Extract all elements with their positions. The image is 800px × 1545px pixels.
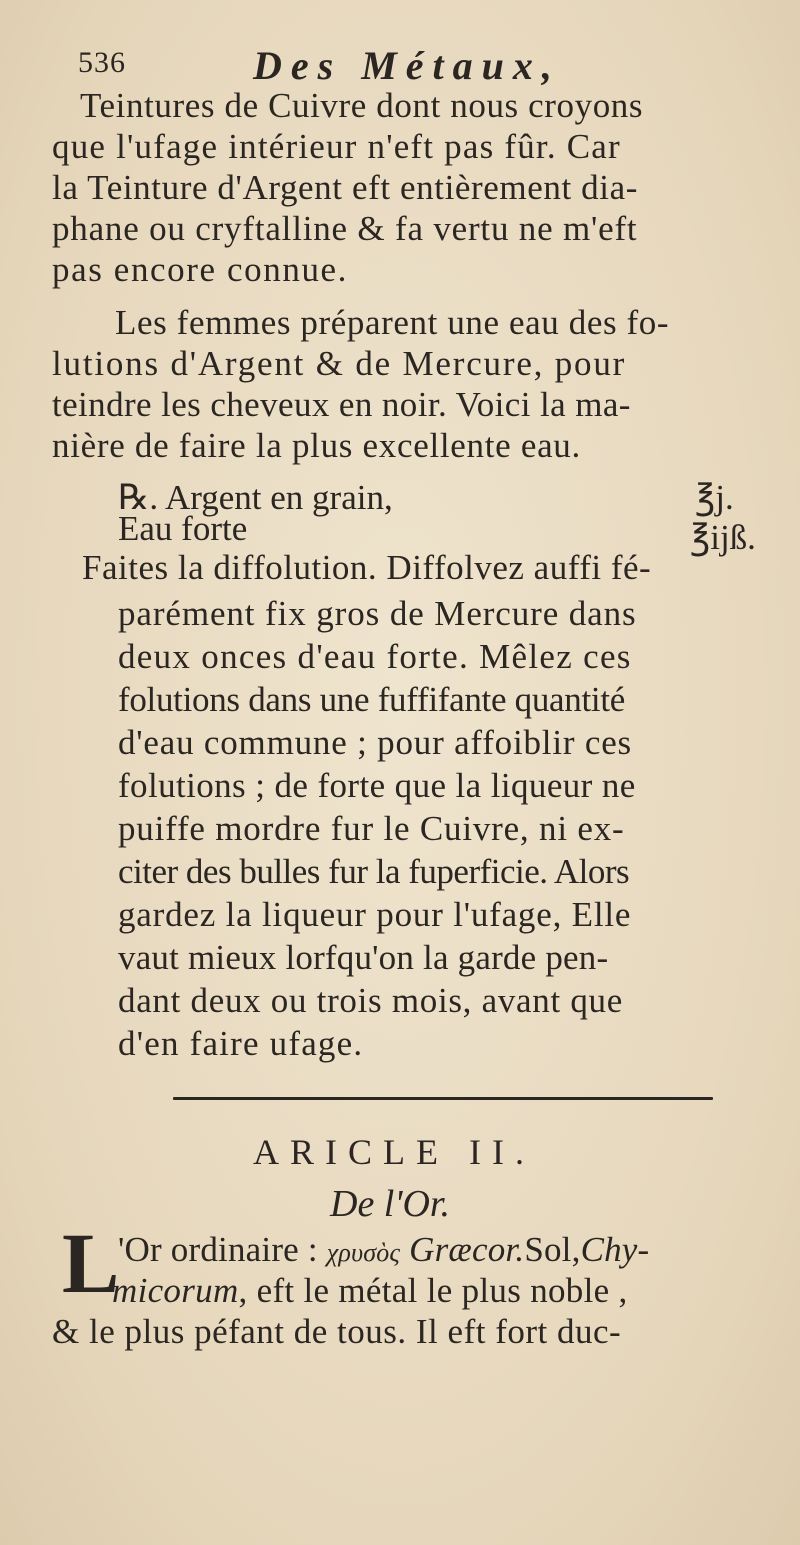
page-header — [78, 42, 718, 86]
text-line: parément fix gros de Mercure dans — [118, 594, 637, 633]
text-line: nière de faire la plus excellente eau. — [52, 426, 581, 465]
drop-cap: L — [62, 1215, 120, 1311]
running-head: Des Métaux, — [253, 43, 561, 88]
recipe-quantity: ℥j. — [695, 478, 734, 517]
text-line: citer des bulles fur la fuperficie. Alors — [118, 852, 630, 891]
text-line: Teintures de Cuivre dont nous croyons — [80, 86, 644, 125]
text-line: gardez la liqueur pour l'ufage, Elle — [118, 895, 632, 934]
text-line: que l'ufage intérieur n'eft pas fûr. Car — [52, 127, 621, 166]
text-line: d'eau commune ; pour affoiblir ces — [118, 723, 632, 762]
text-line: deux onces d'eau forte. Mêlez ces — [118, 637, 632, 676]
text-line: dant deux ou trois mois, avant que — [118, 981, 623, 1020]
text-run: Græcor. — [400, 1230, 525, 1269]
text-line: la Teinture d'Argent eft entièrement dia- — [52, 168, 638, 207]
text-run: 'Or ordinaire : — [118, 1230, 327, 1269]
greek-word: χρυσὸς — [326, 1238, 401, 1267]
text-line: & le plus péfant de tous. Il eft fort duc- — [52, 1312, 622, 1351]
text-line: Les femmes préparent une eau des fo- — [115, 303, 670, 342]
text-run: Sol, — [524, 1230, 581, 1269]
text-line — [118, 1230, 649, 1273]
text-run: , eft le métal le plus noble , — [238, 1271, 628, 1310]
section-divider — [173, 1097, 713, 1100]
text-line: d'en faire ufage. — [118, 1024, 364, 1063]
text-line: folutions dans une fuffifante quantité — [118, 680, 625, 719]
text-line: phane ou cryftalline & fa vertu ne m'eft — [52, 209, 638, 248]
article-subheading: De l'Or. — [330, 1183, 451, 1225]
recipe-line: ℞. Argent en grain, — [118, 478, 393, 517]
text-line: lutions d'Argent & de Mercure, pour — [52, 344, 627, 383]
page-number: 536 — [78, 46, 126, 79]
text-line: teindre les cheveux en noir. Voici la ma- — [52, 385, 631, 424]
text-run: micorum — [112, 1271, 239, 1310]
text-line: vaut mieux lorfqu'on la garde pen- — [118, 938, 609, 977]
text-line: puiffe mordre fur le Cuivre, ni ex- — [118, 809, 625, 848]
recipe-line: Eau forte — [118, 509, 248, 548]
text-line: pas encore connue. — [52, 250, 349, 289]
article-heading: ARICLE II. — [253, 1132, 535, 1172]
text-line: Faites la diffolution. Diffolvez auffi fé- — [82, 548, 652, 587]
text-run: Chy- — [580, 1230, 650, 1269]
text-line — [112, 1271, 628, 1311]
recipe-quantity: ℥ijß. — [690, 518, 756, 557]
text-line: folutions ; de forte que la liqueur ne — [118, 766, 636, 805]
